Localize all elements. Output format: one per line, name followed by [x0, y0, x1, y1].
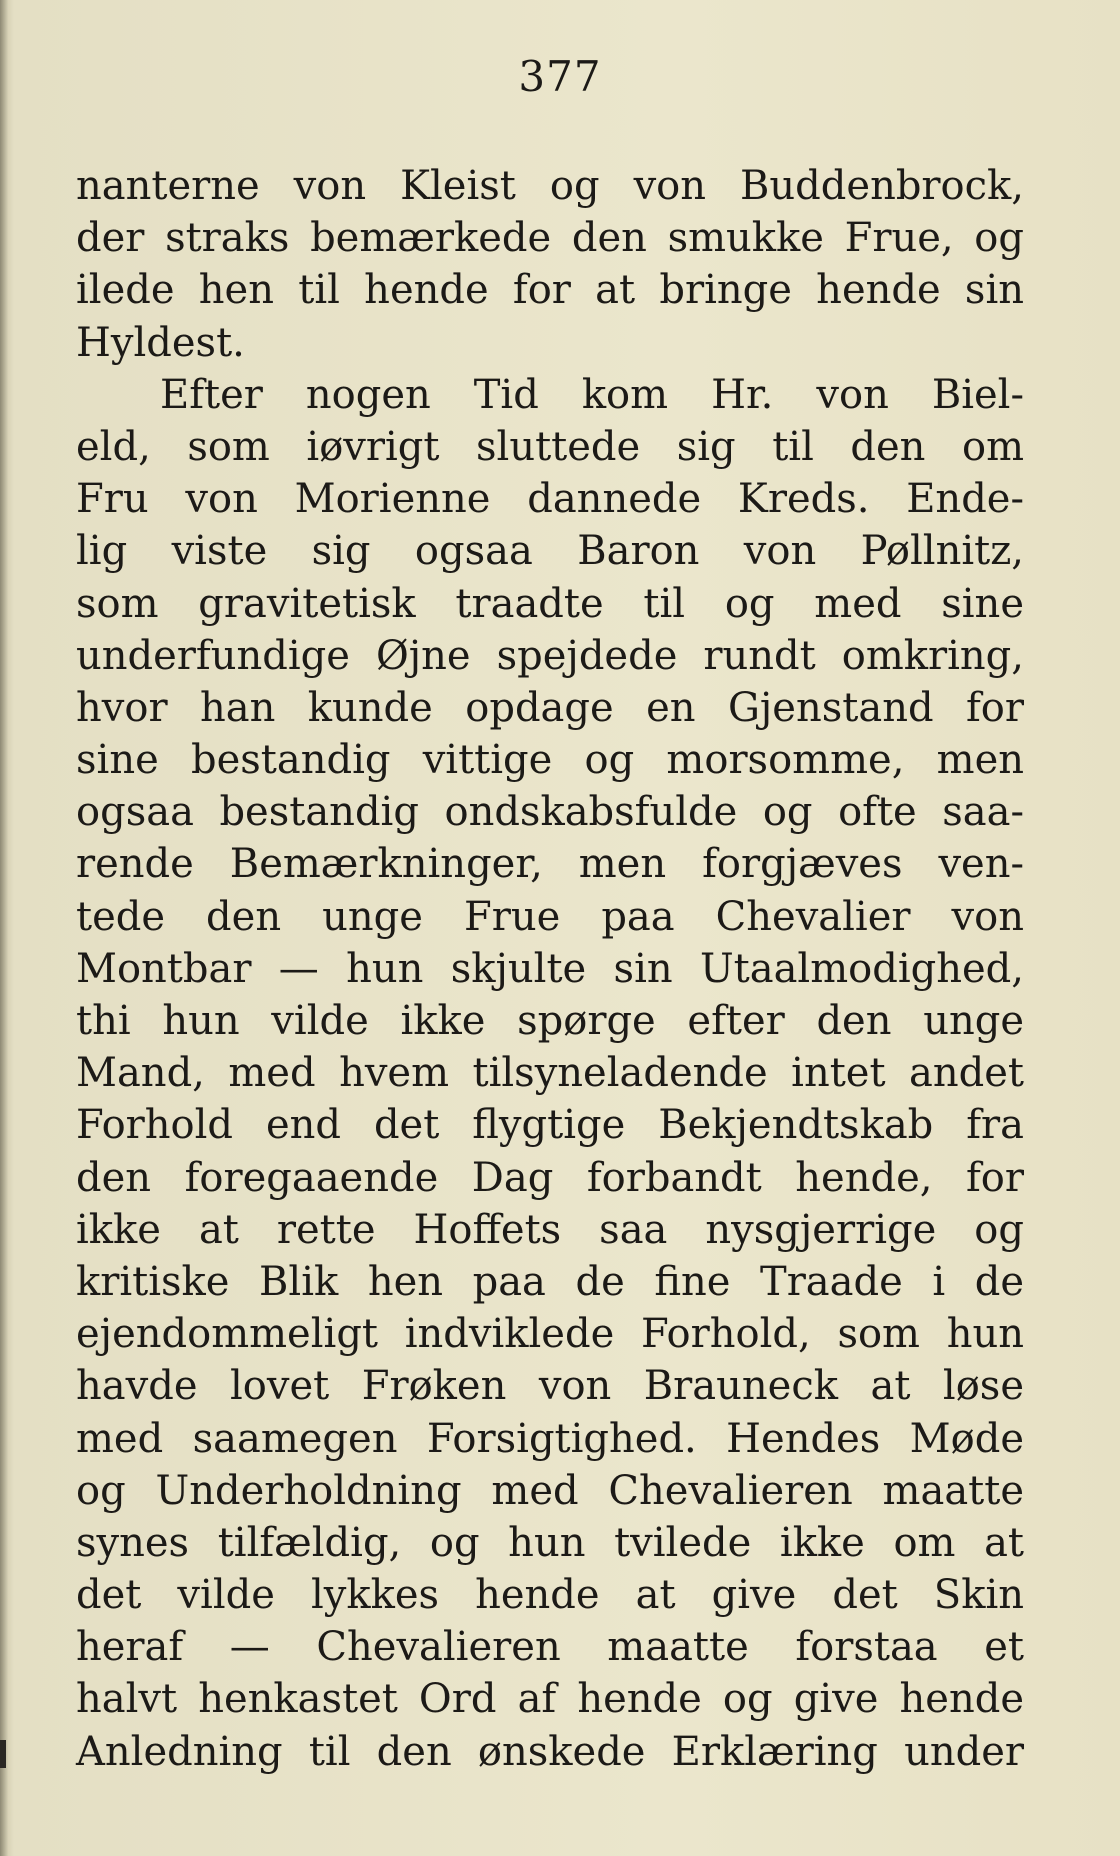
- text-line: havde lovet Frøken von Brauneck at løse: [76, 1363, 1024, 1410]
- text-line: det vilde lykkes hende at give det Skin: [76, 1572, 1024, 1619]
- text-line: synes tilfældig, og hun tvilede ikke om at: [76, 1519, 1024, 1566]
- text-line: halvt henkastet Ord af hende og give hende: [76, 1676, 1024, 1723]
- text-line: rende Bemærkninger, men forgjæves ven-: [76, 841, 1024, 888]
- text-line: Mand, med hvem tilsyneladende intet andet: [76, 1050, 1024, 1097]
- text-line: lig viste sig ogsaa Baron von Pøllnitz,: [76, 528, 1024, 575]
- text-line: heraf — Chevalieren maatte forstaa et: [76, 1624, 1024, 1671]
- text-line: thi hun vilde ikke spørge efter den unge: [76, 998, 1024, 1044]
- body-text: [76, 160, 1024, 1778]
- text-line: eld, som iøvrigt sluttede sig til den om: [76, 423, 1024, 470]
- text-line: kritiske Blik hen paa de fine Traade i de: [76, 1258, 1024, 1305]
- text-line: som gravitetisk traadte til og med sine: [76, 580, 1024, 627]
- text-line: sine bestandig vittige og morsomme, men: [76, 737, 1024, 784]
- text-line: med saamegen Forsigtighed. Hendes Møde: [76, 1415, 1024, 1462]
- text-line: Hyldest.: [76, 319, 245, 366]
- page-edge-mark: [0, 1740, 6, 1768]
- text-line: ogsaa bestandig ondskabsfulde og ofte saa-: [76, 789, 1024, 836]
- page-number: 377: [518, 52, 602, 101]
- text-line: der straks bemærkede den smukke Frue, og: [76, 215, 1024, 262]
- text-line: hvor han kunde opdage en Gjenstand for: [76, 684, 1024, 731]
- text-line: Montbar — hun skjulte sin Utaalmodighed,: [76, 945, 1024, 992]
- text-line: Efter nogen Tid kom Hr. von Biel-: [160, 371, 1024, 418]
- text-line: Fru von Morienne dannede Kreds. Ende-: [76, 476, 1024, 523]
- text-line: og Underholdning med Chevalieren maatte: [76, 1467, 1024, 1514]
- text-line: tede den unge Frue paa Chevalier von: [76, 893, 1024, 940]
- text-line: ejendommeligt indviklede Forhold, som hun: [76, 1311, 1024, 1358]
- text-line: ikke at rette Hoffets saa nysgjerrige og: [76, 1206, 1024, 1253]
- text-line: nanterne von Kleist og von Buddenbrock,: [76, 163, 1024, 209]
- text-line: underfundige Øjne spejdede rundt omkring,: [76, 632, 1024, 679]
- text-line: ilede hen til hende for at bringe hende sin: [76, 267, 1024, 314]
- text-line: Forhold end det flygtige Bekjendtskab fra: [76, 1102, 1024, 1149]
- page-left-edge: [0, 0, 8, 1856]
- text-line: Anledning til den ønskede Erklæring under: [76, 1728, 1024, 1775]
- text-line: den foregaaende Dag forbandt hende, for: [76, 1154, 1024, 1201]
